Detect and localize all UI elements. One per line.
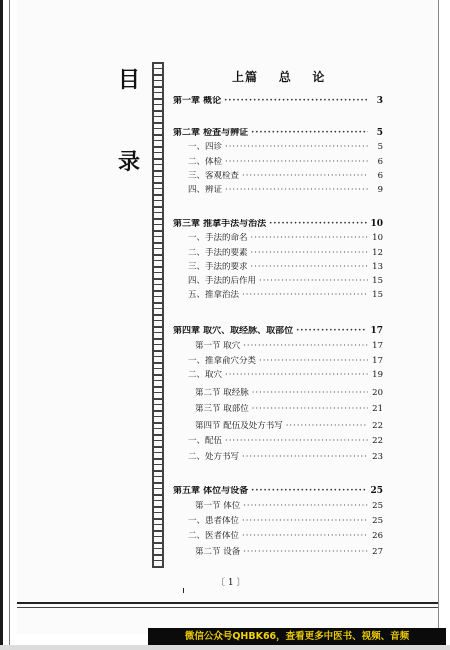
toc-item <box>188 262 383 273</box>
viewer-bottom-strip <box>0 645 450 650</box>
toc-page-number: 23 <box>372 452 383 462</box>
toc-item <box>188 185 383 196</box>
toc-page-number: 6 <box>377 171 383 181</box>
toc-entry-title: 一、手法的命名 <box>188 233 248 243</box>
toc-page-number: 22 <box>372 421 383 431</box>
toc-item <box>188 233 383 244</box>
toc-entry-title: 一、四诊 <box>188 142 223 152</box>
toc-page-number: 6 <box>377 157 383 167</box>
toc-leader-dots <box>251 128 368 139</box>
toc-item <box>188 157 383 168</box>
toc-page-number: 17 <box>372 341 383 351</box>
toc-leader-dots <box>286 421 368 432</box>
toc-leader-dots <box>224 96 368 107</box>
toc-entry-title: 二、取穴 <box>188 370 223 380</box>
toc-page-number: 17 <box>370 326 383 336</box>
toc-chapter <box>173 486 383 497</box>
decorative-border <box>152 62 164 568</box>
toc-entry-title: 第二节 取经脉 <box>195 388 249 398</box>
toc-entry-title: 四、辨证 <box>188 185 223 195</box>
toc-page-number: 15 <box>372 290 383 300</box>
toc-leader-dots <box>269 219 367 230</box>
toc-leader-dots <box>225 370 368 381</box>
toc-section <box>195 341 383 352</box>
toc-entry-title: 第五章 体位与设备 <box>173 486 249 496</box>
toc-page-number: 5 <box>377 142 383 152</box>
toc-entry-title: 第三节 取部位 <box>195 404 249 414</box>
toc-leader-dots <box>251 262 368 273</box>
toc-entry-title: 五、推拿治法 <box>188 290 240 300</box>
viewer-edge <box>0 0 3 650</box>
toc-item <box>188 370 383 381</box>
toc-item <box>188 531 383 542</box>
toc-item <box>188 356 383 367</box>
toc-entry-title: 第二节 设备 <box>195 547 241 557</box>
toc-leader-dots <box>225 142 368 153</box>
toc-page-number: 9 <box>377 185 383 195</box>
toc-entry-title: 第四节 配伍及处方书写 <box>195 421 283 431</box>
toc-leader-dots <box>225 157 368 168</box>
toc-item <box>188 276 383 287</box>
bottom-rule <box>17 602 438 604</box>
toc-item <box>188 171 383 182</box>
toc-entry-title: 四、手法的后作用 <box>188 276 257 286</box>
toc-leader-dots <box>251 248 368 259</box>
toc-entry-title: 第一节 体位 <box>195 501 241 511</box>
side-title-char-1: 目 <box>118 68 141 93</box>
toc-page-number: 25 <box>372 516 383 526</box>
toc-page-number: 5 <box>376 128 383 138</box>
toc-leader-dots <box>251 233 368 244</box>
toc-leader-dots <box>296 326 367 337</box>
toc-chapter <box>173 96 383 107</box>
toc-entry-title: 二、体检 <box>188 157 223 167</box>
toc-chapter <box>173 128 383 139</box>
toc-leader-dots <box>243 501 368 512</box>
toc-section <box>195 421 383 432</box>
toc-page-number: 26 <box>372 531 383 541</box>
toc-page-number: 10 <box>372 233 383 243</box>
toc-page-number: 15 <box>372 276 383 286</box>
toc-leader-dots <box>251 486 367 497</box>
scan-mark <box>183 588 184 593</box>
toc-page-number: 3 <box>376 96 383 106</box>
toc-entry-title: 第一节 取穴 <box>195 341 241 351</box>
watermark-banner: 微信公众号QHBK66，查看更多中医书、视频、音频 <box>148 628 446 645</box>
toc-entry-title: 三、手法的要求 <box>188 262 248 272</box>
toc-section <box>195 388 383 399</box>
toc-entry-title: 第四章 取穴、取经脉、取部位 <box>173 326 294 336</box>
toc-item <box>188 452 383 463</box>
side-title-char-2: 录 <box>118 150 141 175</box>
toc-entry-title: 二、医者体位 <box>188 531 240 541</box>
toc-page-number: 22 <box>372 436 383 446</box>
toc-page-number: 13 <box>372 262 383 272</box>
toc-page-number: 27 <box>372 547 383 557</box>
toc-item <box>188 436 383 447</box>
toc-leader-dots <box>242 531 368 542</box>
toc-leader-dots <box>242 171 368 182</box>
toc-leader-dots <box>242 290 368 301</box>
toc-entry-title: 二、处方书写 <box>188 452 240 462</box>
toc-chapter <box>173 219 383 230</box>
toc-item <box>188 248 383 259</box>
toc-leader-dots <box>225 436 368 447</box>
toc-page-number: 12 <box>372 248 383 258</box>
part-heading: 上篇 总 论 <box>232 70 326 84</box>
toc-leader-dots <box>225 185 368 196</box>
toc-item <box>188 142 383 153</box>
toc-entry-title: 第三章 推拿手法与治法 <box>173 219 267 229</box>
toc-page-number: 20 <box>372 388 383 398</box>
toc-section <box>195 547 383 558</box>
toc-entry-title: 三、客观检查 <box>188 171 240 181</box>
toc-leader-dots <box>243 547 368 558</box>
toc-leader-dots <box>252 388 368 399</box>
toc-entry-title: 第一章 概论 <box>173 96 222 106</box>
toc-entry-title: 第二章 检查与辨证 <box>173 128 249 138</box>
toc-leader-dots <box>259 276 368 287</box>
viewer-edge-line <box>9 0 10 650</box>
toc-item <box>188 290 383 301</box>
toc-page-number: 25 <box>372 501 383 511</box>
toc-section <box>195 501 383 512</box>
toc-entry-title: 二、手法的要素 <box>188 248 248 258</box>
toc-page-number: 25 <box>370 486 383 496</box>
toc-chapter <box>173 326 383 337</box>
toc-leader-dots <box>242 452 368 463</box>
toc-leader-dots <box>259 356 368 367</box>
toc-page-number: 10 <box>370 219 383 229</box>
toc-section <box>195 404 383 415</box>
toc-entry-title: 一、配伍 <box>188 436 223 446</box>
toc-leader-dots <box>252 404 368 415</box>
page-folio: 〔 1 〕 <box>216 578 246 588</box>
toc-leader-dots <box>243 341 368 352</box>
toc-item <box>188 516 383 527</box>
toc-page-number: 21 <box>372 404 383 414</box>
toc-page-number: 19 <box>372 370 383 380</box>
toc-leader-dots <box>242 516 368 527</box>
bottom-rule-thin <box>17 607 438 608</box>
toc-entry-title: 一、推拿俞穴分类 <box>188 356 257 366</box>
toc-entry-title: 一、患者体位 <box>188 516 240 526</box>
toc-page-number: 17 <box>372 356 383 366</box>
